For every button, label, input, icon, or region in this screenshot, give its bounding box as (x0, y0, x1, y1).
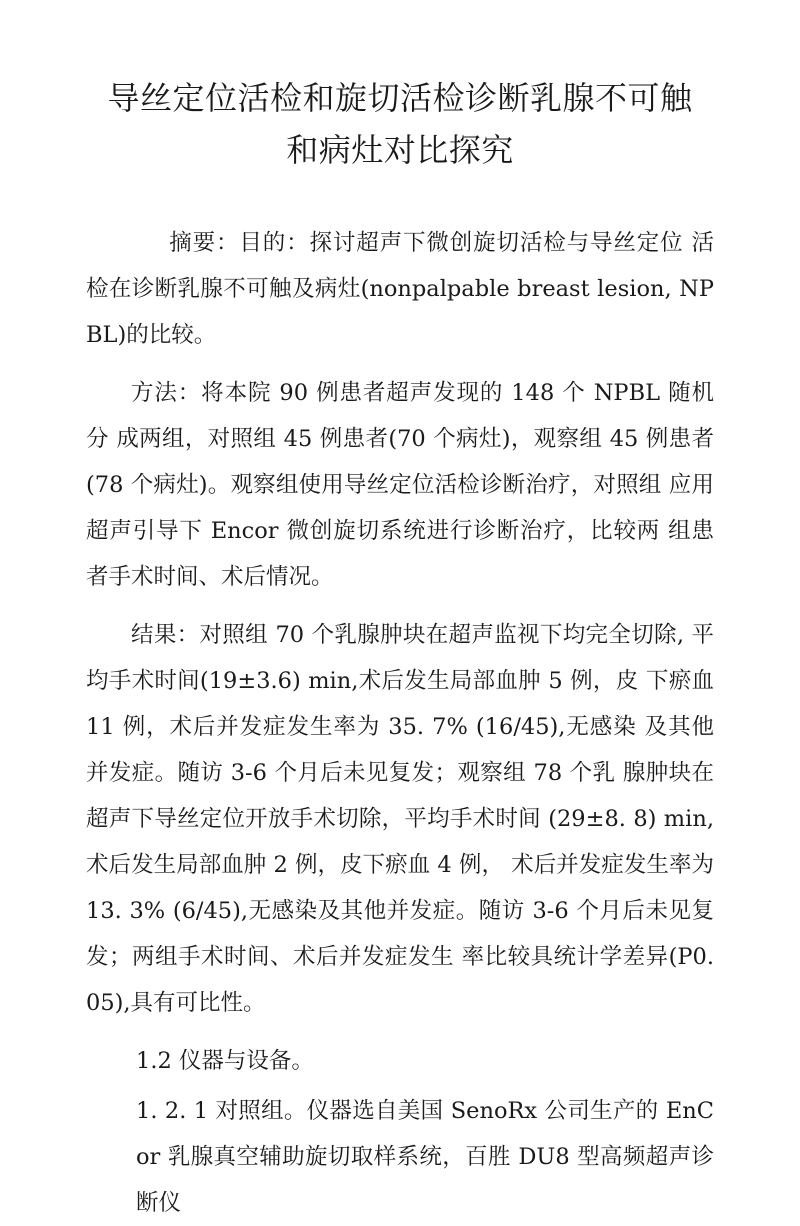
section-heading-1-2: 1.2 仪器与设备。 (136, 1048, 314, 1074)
abstract-paragraph: 摘要：目的：探讨超声下微创旋切活检与导丝定位 活检在诊断乳腺不可触及病灶(nonpalpable breast lesion, NPBL)的比较。 (86, 230, 714, 348)
title-line-1: 导丝定位活检和旋切活检诊断乳腺不可触 (107, 79, 693, 117)
methods-paragraph: 方法：将本院 90 例患者超声发现的 148 个 NPBL 随机分 成两组，对照组 45 例患者(70 个病灶)，观察组 45 例患者 (78 个病灶)。观察组使用导丝定位活检诊断治疗，对照组 应用超声引导下 Encor 微创旋切系统进行诊断治疗，比较两 组患者手术时间、术后情况。 (86, 380, 714, 590)
document-title (86, 72, 714, 176)
title-line-2: 和病灶对比探究 (286, 131, 514, 169)
section-1-2-1-paragraph: 1. 2. 1 对照组。仪器选自美国 SenoRx 公司生产的 EnCor 乳腺真空辅助旋切取样系统，百胜 DU8 型高频超声诊断仪 (136, 1098, 714, 1216)
results-paragraph: 结果：对照组 70 个乳腺肿块在超声监视下均完全切除, 平均手术时间(19±3.6) min,术后发生局部血肿 5 例，皮 下瘀血 11 例，术后并发症发生率为 35. 7% (16/45),无感染 及其他并发症。随访 3-6 个月后未见复发；观察组 78 个乳 腺肿块在超声下导丝定位开放手术切除，平均手术时间 (29±8. 8) min,术后发生局部血肿 2 例，皮下瘀血 4 例， 术后并发症发生率为 13. 3% (6/45),无感染及其他并发症。随访 3-6 个月后未见复发；两组手术时间、术后并发症发生 率比较具统计学差异(P0. 05),具有可比性。 (86, 622, 714, 1016)
